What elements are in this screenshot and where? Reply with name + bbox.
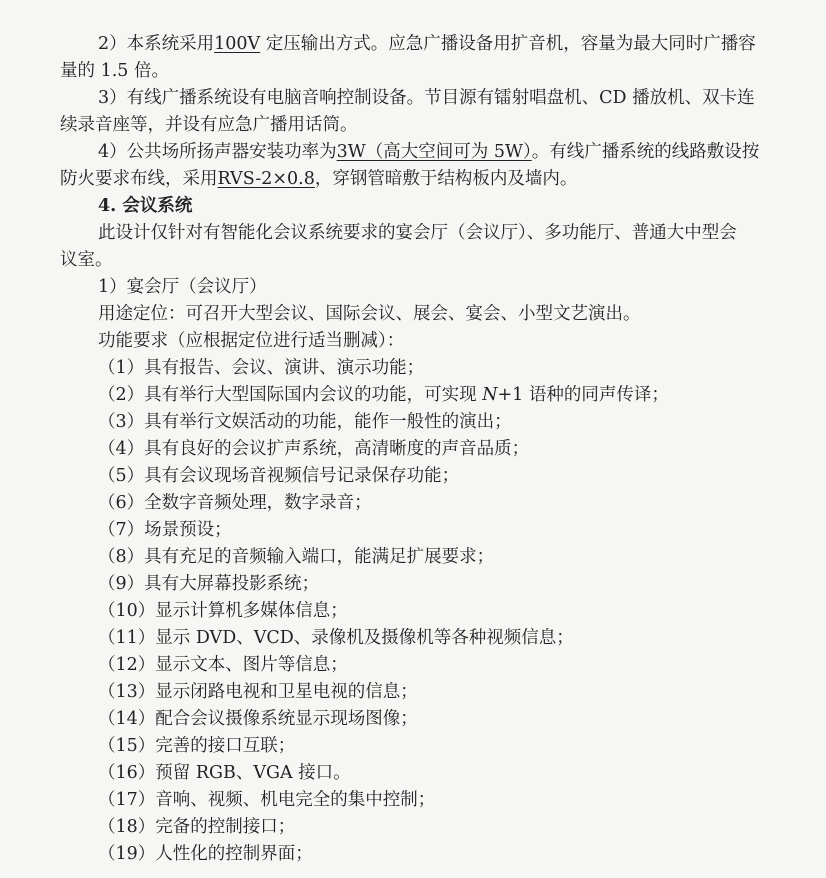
text: 4）公共场所扬声器安装功率为 (98, 142, 337, 162)
text: +1 语种的同声传译； (497, 385, 669, 405)
text: 2）本系统采用 (98, 34, 215, 54)
text: 防火要求布线，采用 (60, 169, 218, 189)
requirement-item: （10）显示计算机多媒体信息； (98, 601, 348, 621)
paragraph-4-line-1 (60, 139, 786, 166)
text: 。有线广播系统的线路敷设按 (531, 142, 760, 162)
requirement-item: （15）完善的接口互联； (98, 736, 296, 756)
section-intro-line-2: 议室。 (60, 250, 113, 270)
underlined-text: RVS-2×0.8 (217, 169, 315, 189)
italic-text: N (482, 385, 498, 405)
requirement-item: （9）具有大屏幕投影系统； (98, 574, 320, 594)
paragraph-3-line-2: 续录音座等，并设有应急广播用话筒。 (60, 115, 358, 135)
paragraph-2-line-1 (60, 31, 786, 58)
requirement-item: （4）具有良好的会议扩声系统，高清晰度的声音品质； (98, 439, 530, 459)
requirement-item: （8）具有充足的音频输入端口，能满足扩展要求； (98, 547, 495, 567)
requirement-item: （19）人性化的控制界面； (98, 844, 313, 864)
section-heading: 4. 会议系统 (98, 196, 193, 216)
underlined-text: 3W（高大空间可为 5W） (336, 142, 532, 162)
requirement-item: （13）显示闭路电视和卫星电视的信息； (98, 682, 418, 702)
usage-line: 用途定位：可召开大型会议、国际会议、展会、宴会、小型文艺演出。 (98, 304, 641, 324)
requirement-item: （14）配合会议摄像系统显示现场图像； (98, 709, 418, 729)
requirement-item: （6）全数字音频处理，数字录音； (98, 493, 372, 513)
function-requirements-title: 功能要求（应根据定位进行适当删减）： (98, 331, 405, 351)
underlined-text: 100V (214, 34, 261, 54)
text: ，穿钢管暗敷于结构板内及墙内。 (314, 169, 578, 189)
requirement-item: （18）完备的控制接口； (98, 817, 296, 837)
section-intro-line-1: 此设计仅针对有智能化会议系统要求的宴会厅（会议厅）、多功能厅、普通大中型会 (98, 223, 737, 243)
requirement-item (60, 382, 786, 409)
text: （2）具有举行大型国际国内会议的功能，可实现 (98, 385, 483, 405)
requirement-item: （1）具有报告、会议、演讲、演示功能； (98, 358, 425, 378)
requirement-item: （17）音响、视频、机电完全的集中控制； (98, 790, 436, 810)
paragraph-4-line-2 (60, 166, 786, 193)
paragraph-3-line-1: 3）有线广播系统设有电脑音响控制设备。节目源有镭射唱盘机、CD 播放机、双卡连 (98, 88, 755, 108)
requirement-item: （3）具有举行文娱活动的功能，能作一般性的演出； (98, 412, 512, 432)
sub-heading: 1）宴会厅（会议厅） (98, 277, 267, 297)
requirement-item: （12）显示文本、图片等信息； (98, 655, 348, 675)
text: 定压输出方式。应急广播设备用扩音机，容量为最大同时广播容 (260, 34, 756, 54)
requirement-item: （5）具有会议现场音视频信号记录保存功能； (98, 466, 460, 486)
paragraph-2-line-2: 量的 1.5 倍。 (60, 61, 169, 81)
requirement-item: （7）场景预设； (98, 520, 232, 540)
requirement-item: （11）显示 DVD、VCD、录像机及摄像机等各种视频信息； (98, 628, 574, 648)
requirement-item: （16）预留 RGB、VGA 接口。 (98, 763, 351, 783)
